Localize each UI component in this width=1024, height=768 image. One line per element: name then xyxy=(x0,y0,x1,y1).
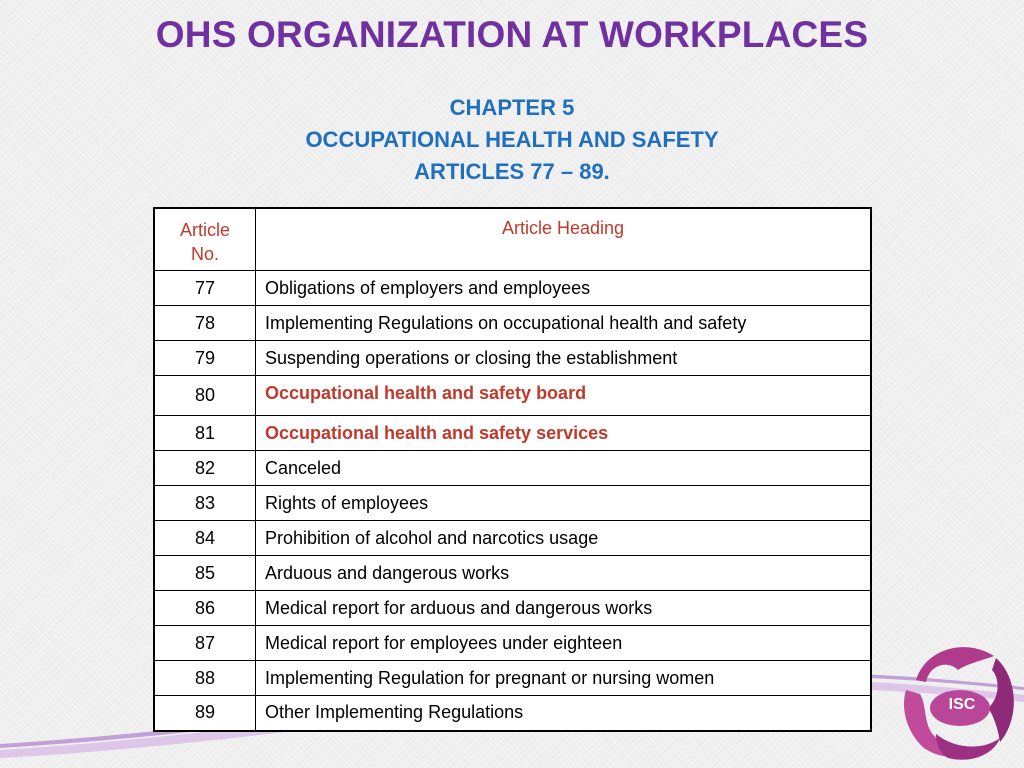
article-number: 88 xyxy=(154,661,256,696)
article-number: 84 xyxy=(154,521,256,556)
article-heading: Arduous and dangerous works xyxy=(256,556,872,591)
article-number: 89 xyxy=(154,696,256,731)
table-row xyxy=(154,306,871,341)
table-row xyxy=(154,486,871,521)
article-heading: Other Implementing Regulations xyxy=(256,696,872,731)
table-row xyxy=(154,696,871,731)
article-number: 86 xyxy=(154,591,256,626)
article-number: 80 xyxy=(154,376,256,416)
article-heading: Obligations of employers and employees xyxy=(256,271,872,306)
table-row xyxy=(154,416,871,451)
article-heading: Rights of employees xyxy=(256,486,872,521)
article-number: 83 xyxy=(154,486,256,521)
logo-text: ISC xyxy=(948,696,976,713)
table-row xyxy=(154,341,871,376)
column-header-article-no-line1: Article xyxy=(179,220,230,240)
article-number: 81 xyxy=(154,416,256,451)
article-range: ARTICLES 77 – 89. xyxy=(414,159,610,184)
table-header-row xyxy=(154,208,871,271)
article-number: 79 xyxy=(154,341,256,376)
column-header-article-no-line2: No. xyxy=(190,244,219,264)
chapter-label: CHAPTER 5 xyxy=(449,95,575,120)
article-heading: Canceled xyxy=(256,451,872,486)
table-row xyxy=(154,556,871,591)
article-heading: Occupational health and safety services xyxy=(256,416,872,451)
article-heading: Prohibition of alcohol and narcotics usage xyxy=(256,521,872,556)
article-number: 82 xyxy=(154,451,256,486)
table-row xyxy=(154,591,871,626)
article-heading: Suspending operations or closing the establishment xyxy=(256,341,872,376)
article-number: 78 xyxy=(154,306,256,341)
column-header-article-heading: Article Heading xyxy=(256,208,872,271)
article-heading: Medical report for employees under eighteen xyxy=(256,626,872,661)
table-row xyxy=(154,521,871,556)
article-number: 87 xyxy=(154,626,256,661)
articles-table xyxy=(153,207,872,732)
table-row xyxy=(154,376,871,416)
column-header-article-no xyxy=(154,208,256,271)
table-row xyxy=(154,271,871,306)
table-row xyxy=(154,661,871,696)
article-heading: Medical report for arduous and dangerous works xyxy=(256,591,872,626)
article-heading: Occupational health and safety board xyxy=(256,376,872,416)
article-heading: Implementing Regulations on occupational health and safety xyxy=(256,306,872,341)
article-number: 77 xyxy=(154,271,256,306)
article-number: 85 xyxy=(154,556,256,591)
page-title: OHS ORGANIZATION AT WORKPLACES xyxy=(155,14,869,55)
article-heading: Implementing Regulation for pregnant or nursing women xyxy=(256,661,872,696)
table-row xyxy=(154,626,871,661)
table-row xyxy=(154,451,871,486)
chapter-name: OCCUPATIONAL HEALTH AND SAFETY xyxy=(305,127,719,152)
